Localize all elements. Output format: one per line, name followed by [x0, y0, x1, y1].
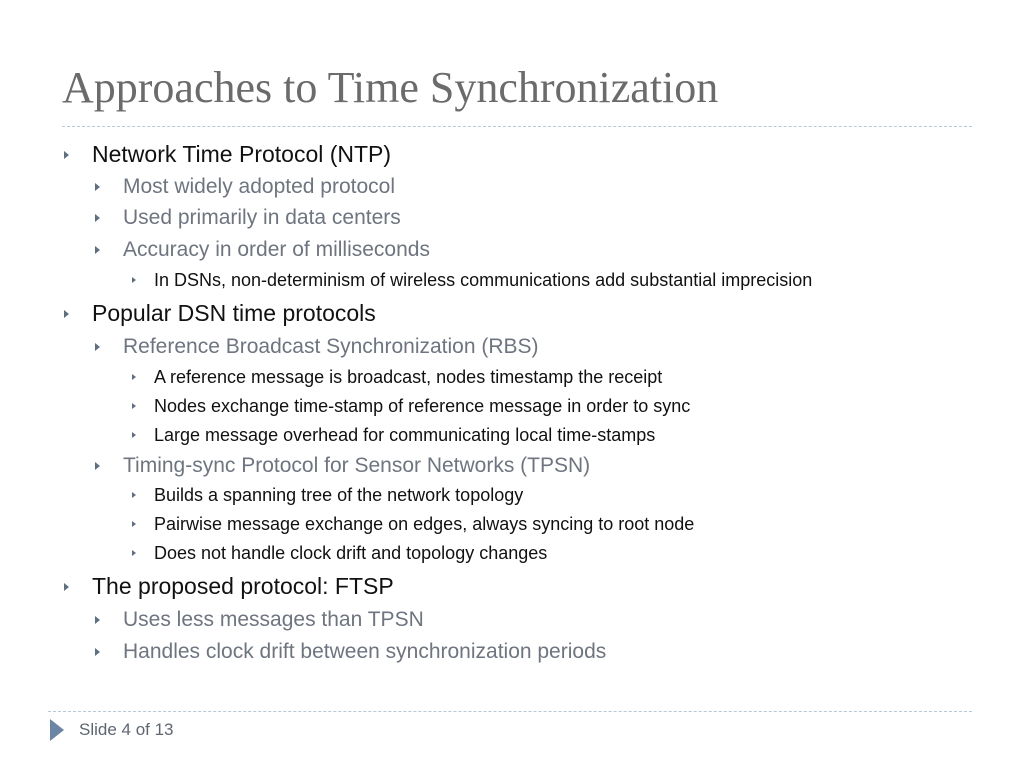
bullet-level3 — [154, 515, 694, 533]
bullet-arrow-icon — [95, 648, 100, 656]
bullet-arrow-icon — [95, 343, 100, 351]
bullet-text: Large message overhead for communicating local time-stamps — [154, 425, 656, 445]
bullet-arrow-icon — [95, 462, 100, 470]
bullet-arrow-icon — [95, 616, 100, 624]
bullet-level3 — [154, 544, 547, 562]
bullet-arrow-icon — [64, 583, 69, 591]
bullet-level2 — [123, 609, 424, 630]
title-divider — [62, 126, 972, 127]
bullet-text: Used primarily in data centers — [123, 206, 401, 229]
bullet-arrow-icon — [132, 550, 136, 556]
bullet-arrow-icon — [132, 403, 136, 409]
bullet-arrow-icon — [95, 246, 100, 254]
bullet-level1 — [92, 302, 376, 325]
bullet-text: Timing-sync Protocol for Sensor Networks (TPSN) — [123, 454, 591, 477]
bullet-level3 — [154, 397, 690, 415]
bullet-level2 — [123, 641, 606, 662]
bullet-arrow-icon — [64, 151, 69, 159]
bullet-level1 — [92, 143, 391, 166]
bullet-text: Pairwise message exchange on edges, always syncing to root node — [154, 514, 695, 534]
bullet-arrow-icon — [95, 183, 100, 191]
bullet-text: Popular DSN time protocols — [92, 300, 376, 326]
bullet-text: A reference message is broadcast, nodes timestamp the receipt — [154, 367, 663, 387]
bullet-arrow-icon — [132, 374, 136, 380]
triangle-right-icon — [50, 719, 64, 741]
bullet-text: Reference Broadcast Synchronization (RBS) — [123, 335, 539, 358]
bullet-level2 — [123, 176, 395, 197]
slide-title: Approaches to Time Synchronization — [62, 63, 719, 112]
bullet-text: Handles clock drift between synchronization periods — [123, 640, 607, 663]
bullet-level3 — [154, 368, 662, 386]
bullet-level2 — [123, 336, 539, 357]
bullet-arrow-icon — [132, 521, 136, 527]
footer-divider — [48, 711, 972, 712]
slide-number: Slide 4 of 13 — [79, 720, 174, 739]
bullet-text: Nodes exchange time-stamp of reference message in order to sync — [154, 396, 691, 416]
bullet-text: In DSNs, non-determinism of wireless communications add substantial imprecision — [154, 270, 813, 290]
bullet-level3 — [154, 271, 812, 289]
bullet-arrow-icon — [95, 214, 100, 222]
bullet-text: Does not handle clock drift and topology changes — [154, 543, 548, 563]
bullet-level3 — [154, 426, 655, 444]
bullet-text: Network Time Protocol (NTP) — [92, 141, 392, 167]
bullet-level2 — [123, 207, 401, 228]
bullet-arrow-icon — [64, 310, 69, 318]
bullet-level3 — [154, 486, 523, 504]
bullet-arrow-icon — [132, 492, 136, 498]
bullet-text: Builds a spanning tree of the network topology — [154, 485, 524, 505]
bullet-level2 — [123, 455, 590, 476]
bullet-text: Uses less messages than TPSN — [123, 608, 424, 631]
bullet-text: Accuracy in order of milliseconds — [123, 238, 430, 261]
bullet-arrow-icon — [132, 277, 136, 283]
bullet-text: Most widely adopted protocol — [123, 175, 395, 198]
bullet-level2 — [123, 239, 430, 260]
bullet-arrow-icon — [132, 432, 136, 438]
bullet-text: The proposed protocol: FTSP — [92, 573, 394, 599]
bullet-level1 — [92, 575, 394, 598]
